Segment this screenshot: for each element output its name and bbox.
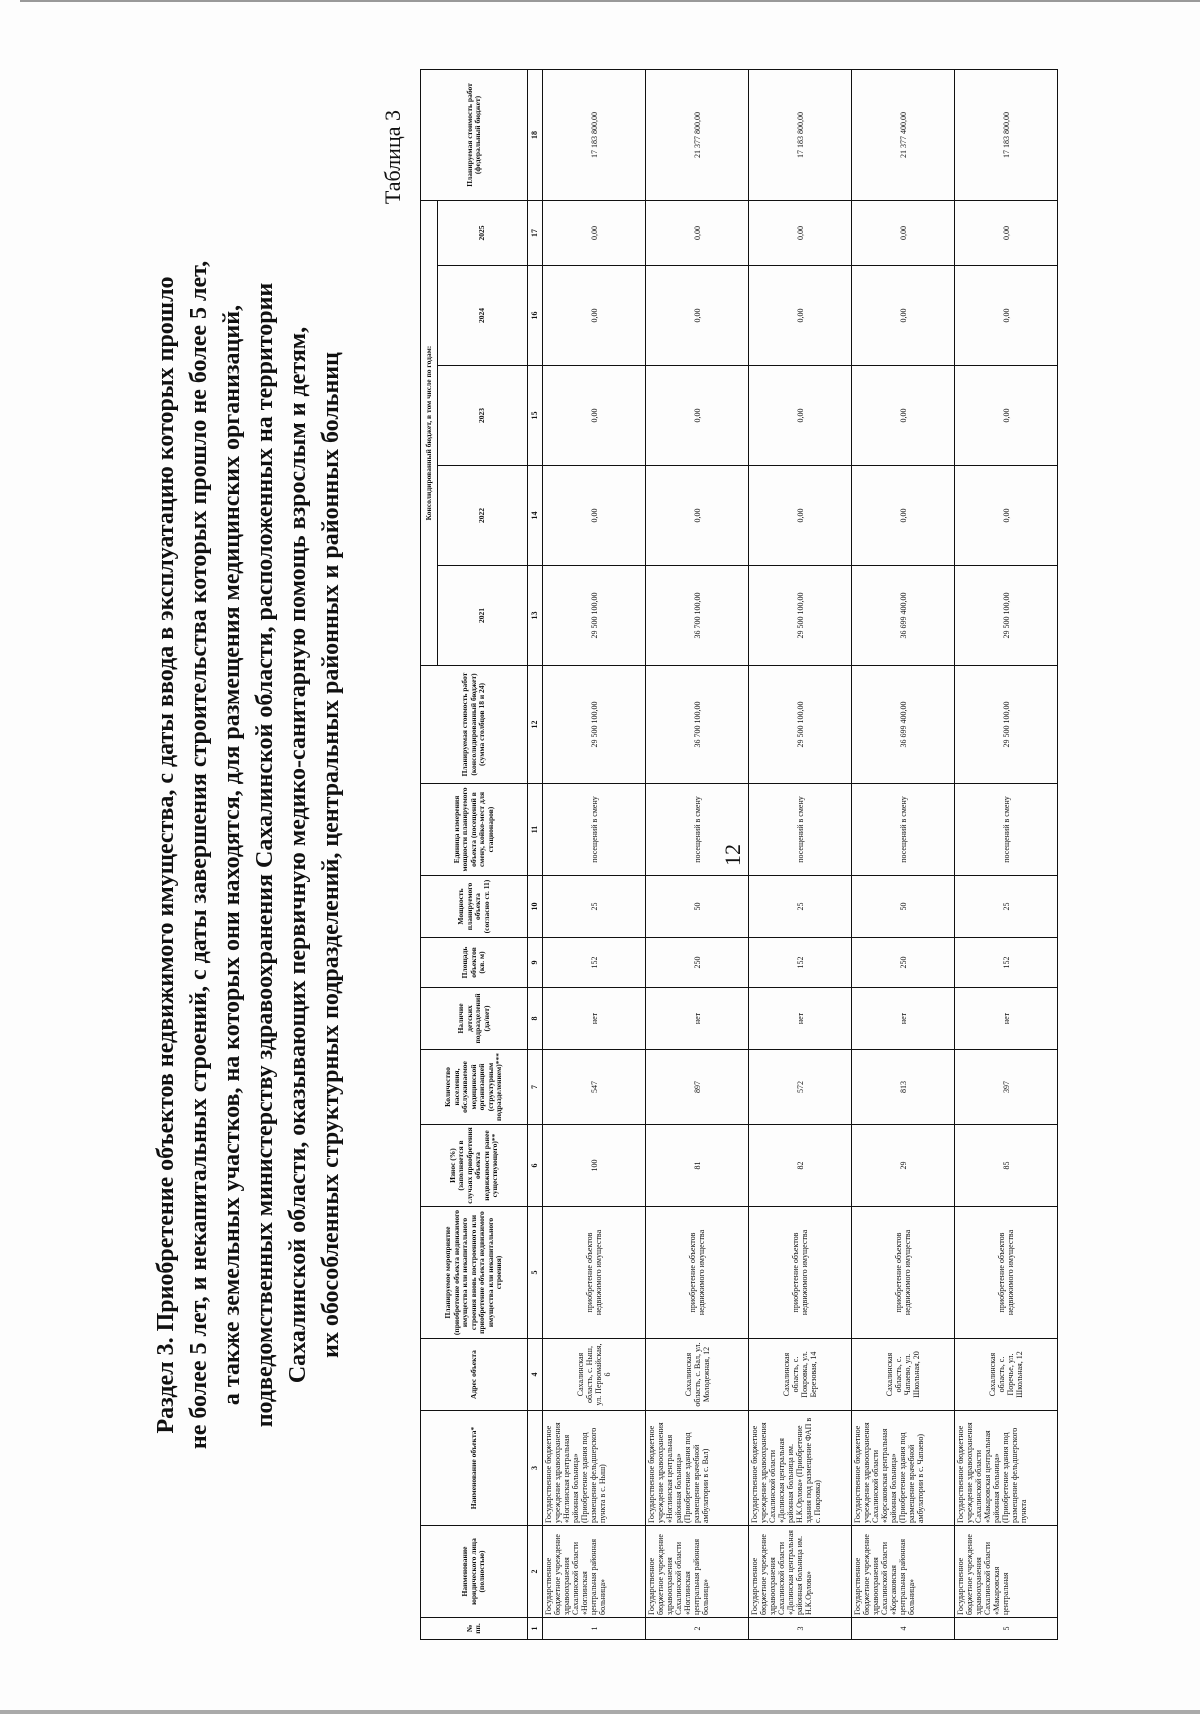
cell-2021: 29 500 100,00 <box>749 566 852 666</box>
cell-num: 4 <box>852 1618 955 1640</box>
cell-area: 152 <box>749 938 852 988</box>
cell-wear: 85 <box>955 1125 1058 1207</box>
cell-capacity: 25 <box>955 876 1058 938</box>
title-line: Сахалинской области, оказывающих первичную медико-санитарную помощь взрослым и детям, <box>285 326 311 1384</box>
cell-2021: 36 700 100,00 <box>646 566 749 666</box>
cell-population: 897 <box>646 1050 749 1125</box>
cell-address: Сахалинская область, с. Вал, ул. Молодежная, 12 <box>646 1339 749 1411</box>
cell-federal: 21 377 400,00 <box>852 69 955 200</box>
cell-2024: 0,00 <box>749 266 852 366</box>
cell-2022: 0,00 <box>852 466 955 566</box>
cell-federal: 17 183 800,00 <box>955 69 1058 200</box>
section-title <box>150 70 348 1640</box>
col-number: 16 <box>528 266 543 366</box>
col-number: 11 <box>528 784 543 876</box>
cell-2023: 0,00 <box>852 366 955 466</box>
cell-org: Государственное бюджетное учреждение здравоохранения Сахалинской области «Корсаковская центральная районная больница» <box>852 1526 955 1618</box>
cell-num: 2 <box>646 1618 749 1640</box>
cell-2024: 0,00 <box>543 266 646 366</box>
cell-wear: 100 <box>543 1125 646 1207</box>
cell-org: Государственное бюджетное учреждение здравоохранения Сахалинской области «Долинская центральная районная больница им. Н.К.Орлова» <box>749 1526 852 1618</box>
table-row <box>749 69 852 1639</box>
cell-unit: посещений в смену <box>852 784 955 876</box>
cell-children: нет <box>543 988 646 1050</box>
title-line: подведомственных министерству здравоохранения Сахалинской области, расположенных на территории <box>252 282 278 1428</box>
cell-area: 152 <box>543 938 646 988</box>
title-line: Раздел 3. Приобретение объектов недвижимого имущества, с даты ввода в эксплуатацию которых прошло <box>153 276 179 1434</box>
cell-wear: 82 <box>749 1125 852 1207</box>
table-row <box>543 69 646 1639</box>
cell-2021: 29 500 100,00 <box>543 566 646 666</box>
cell-2021: 29 500 100,00 <box>955 566 1058 666</box>
cell-2023: 0,00 <box>543 366 646 466</box>
cell-2023: 0,00 <box>749 366 852 466</box>
header-address: Адрес объекта <box>421 1339 528 1411</box>
header-population: Количество населения, обслуживаемое медицинской организацией (структурным подразделением)*** <box>421 1050 528 1125</box>
header-year-2023: 2023 <box>438 366 528 466</box>
col-number: 13 <box>528 566 543 666</box>
col-number: 5 <box>528 1207 543 1339</box>
cell-object: Государственное бюджетное учреждение здравоохранения Сахалинской области «Корсаковская центральная районная больница» (Приобретение здания под размещение врачебной амбулатории в с. Чапаево) <box>852 1411 955 1526</box>
cell-population: 572 <box>749 1050 852 1125</box>
header-wear: Износ (%) (заполняется в случаях приобретения объекта недвижимости ранее существующего)** <box>421 1125 528 1207</box>
header-consolidated: Консолидированный бюджет, в том числе по годам: <box>421 200 438 665</box>
header-event: Планируемое мероприятие (приобретение объекта недвижимого имущества или некапитального строения вновь построенного или приобретение объекта недвижимого имущества или некапитального строения) <box>421 1207 528 1339</box>
cell-cost: 29 500 100,00 <box>955 666 1058 784</box>
cell-org: Государственное бюджетное учреждение здравоохранения Сахалинской области «Макаровская центральная <box>955 1526 1058 1618</box>
cell-address: Сахалинская область, с. Поречье, ул. Школьная, 12 <box>955 1339 1058 1411</box>
cell-cost: 36 700 100,00 <box>646 666 749 784</box>
title-line: не более 5 лет, и некапитальных строений, с даты завершения строительства которых прошло не более 5 лет, <box>186 260 212 1450</box>
col-number: 12 <box>528 666 543 784</box>
cell-event: приобретение объектов недвижимого имущества <box>749 1207 852 1339</box>
cell-children: нет <box>646 988 749 1050</box>
col-number: 4 <box>528 1339 543 1411</box>
cell-event: приобретение объектов недвижимого имущества <box>852 1207 955 1339</box>
col-number: 7 <box>528 1050 543 1125</box>
cell-population: 547 <box>543 1050 646 1125</box>
cell-2025: 0,00 <box>955 200 1058 265</box>
scan-edge-top <box>20 0 1200 2</box>
cell-children: нет <box>749 988 852 1050</box>
table-row <box>955 69 1058 1639</box>
title-line: а также земельных участков, на которых они находятся, для размещения медицинских организаций, <box>219 304 245 1406</box>
col-number: 14 <box>528 466 543 566</box>
cell-event: приобретение объектов недвижимого имущества <box>955 1207 1058 1339</box>
col-number: 17 <box>528 200 543 265</box>
page-number: 12 <box>720 844 745 866</box>
cell-area: 250 <box>852 938 955 988</box>
header-object: Наименование объекта* <box>421 1411 528 1526</box>
cell-address: Сахалинская область, с. Чапаево, ул. Школьная, 20 <box>852 1339 955 1411</box>
cell-num: 5 <box>955 1618 1058 1640</box>
cell-population: 397 <box>955 1050 1058 1125</box>
cell-address: Сахалинская область, с. Ныш, ул. Первомайская, 6 <box>543 1339 646 1411</box>
cell-capacity: 50 <box>646 876 749 938</box>
cell-2025: 0,00 <box>543 200 646 265</box>
cell-cost: 29 500 100,00 <box>749 666 852 784</box>
table-row <box>852 69 955 1639</box>
cell-2022: 0,00 <box>646 466 749 566</box>
cell-object: Государственное бюджетное учреждение здравоохранения «Ноглинская центральная районная больница» (Приобретение здания под размещение врачебной амбулатории в с. Вал) <box>646 1411 749 1526</box>
table-caption: Таблица 3 <box>380 110 405 205</box>
col-number: 8 <box>528 988 543 1050</box>
cell-area: 250 <box>646 938 749 988</box>
cell-capacity: 25 <box>749 876 852 938</box>
header-year-2021: 2021 <box>438 566 528 666</box>
cell-2022: 0,00 <box>749 466 852 566</box>
cell-unit: посещений в смену <box>749 784 852 876</box>
cell-2023: 0,00 <box>955 366 1058 466</box>
header-children: Наличие детских подразделений (да/нет) <box>421 988 528 1050</box>
cell-cost: 36 699 400,00 <box>852 666 955 784</box>
header-area: Площадь объектов (кв. м) <box>421 938 528 988</box>
cell-object: Государственное бюджетное учреждение здравоохранения Сахалинской области «Долинская центральная районная больница им. Н.К.Орлова» (Приобретение здания под размещение ФАП в с. Покровка) <box>749 1411 852 1526</box>
cell-federal: 17 183 800,00 <box>543 69 646 200</box>
col-number: 2 <box>528 1526 543 1618</box>
header-cost: Планируемая стоимость работ (консолидированный бюджет) (сумма столбцов 18 и 24) <box>421 666 528 784</box>
col-number: 9 <box>528 938 543 988</box>
header-num: № пп. <box>421 1618 528 1640</box>
header-year-2022: 2022 <box>438 466 528 566</box>
col-number: 18 <box>528 69 543 200</box>
cell-cost: 29 500 100,00 <box>543 666 646 784</box>
cell-2024: 0,00 <box>955 266 1058 366</box>
cell-address: Сахалинская область, с. Покровка, ул. Березовая, 14 <box>749 1339 852 1411</box>
cell-event: приобретение объектов недвижимого имущества <box>543 1207 646 1339</box>
cell-2025: 0,00 <box>749 200 852 265</box>
cell-2025: 0,00 <box>852 200 955 265</box>
cell-capacity: 50 <box>852 876 955 938</box>
scan-edge-bottom <box>0 1710 1200 1714</box>
cell-num: 3 <box>749 1618 852 1640</box>
cell-org: Государственное бюджетное учреждение здравоохранения Сахалинской области «Ноглинская центральная районная больница» <box>543 1526 646 1618</box>
col-number: 6 <box>528 1125 543 1207</box>
col-number: 10 <box>528 876 543 938</box>
col-number: 1 <box>528 1618 543 1640</box>
cell-children: нет <box>852 988 955 1050</box>
header-org: Наименование юридического лица (полностью) <box>421 1526 528 1618</box>
cell-wear: 29 <box>852 1125 955 1207</box>
header-year-2024: 2024 <box>438 266 528 366</box>
header-year-2025: 2025 <box>438 200 528 265</box>
cell-unit: посещений в смену <box>543 784 646 876</box>
header-federal: Планируемая стоимость работ (федеральный бюджет) <box>421 69 528 200</box>
cell-org: Государственное бюджетное учреждение здравоохранения Сахалинской области «Ноглинская центральная районная больница» <box>646 1526 749 1618</box>
cell-2022: 0,00 <box>955 466 1058 566</box>
objects-table <box>420 69 1058 1640</box>
cell-population: 813 <box>852 1050 955 1125</box>
rotated-landscape-content <box>20 30 1180 1680</box>
cell-2024: 0,00 <box>646 266 749 366</box>
table-row <box>646 69 749 1639</box>
cell-capacity: 25 <box>543 876 646 938</box>
cell-area: 152 <box>955 938 1058 988</box>
title-line: их обособленных структурных подразделений, центральных районных и районных больниц <box>318 352 344 1358</box>
cell-federal: 17 183 800,00 <box>749 69 852 200</box>
cell-2025: 0,00 <box>646 200 749 265</box>
col-number: 3 <box>528 1411 543 1526</box>
cell-2024: 0,00 <box>852 266 955 366</box>
cell-object: Государственное бюджетное учреждение здравоохранения «Ноглинская центральная районная больница» (Приобретение здания под размещение фельдшерского пункта в с. Ныш) <box>543 1411 646 1526</box>
cell-children: нет <box>955 988 1058 1050</box>
cell-event: приобретение объектов недвижимого имущества <box>646 1207 749 1339</box>
header-unit: Единица измерения мощности планируемого объекта (посещений в смену, койко-мест для стационаров) <box>421 784 528 876</box>
cell-unit: посещений в смену <box>646 784 749 876</box>
cell-2021: 36 699 400,00 <box>852 566 955 666</box>
cell-num: 1 <box>543 1618 646 1640</box>
col-number: 15 <box>528 366 543 466</box>
cell-2022: 0,00 <box>543 466 646 566</box>
cell-federal: 21 377 800,00 <box>646 69 749 200</box>
header-capacity: Мощность планируемого объекта (согласно ст. 11) <box>421 876 528 938</box>
cell-2023: 0,00 <box>646 366 749 466</box>
cell-unit: посещений в смену <box>955 784 1058 876</box>
cell-object: Государственное бюджетное учреждение здравоохранения Сахалинской области «Макаровская центральная районная больница» (Приобретение здания под размещение фельдшерского пункта <box>955 1411 1058 1526</box>
cell-wear: 81 <box>646 1125 749 1207</box>
